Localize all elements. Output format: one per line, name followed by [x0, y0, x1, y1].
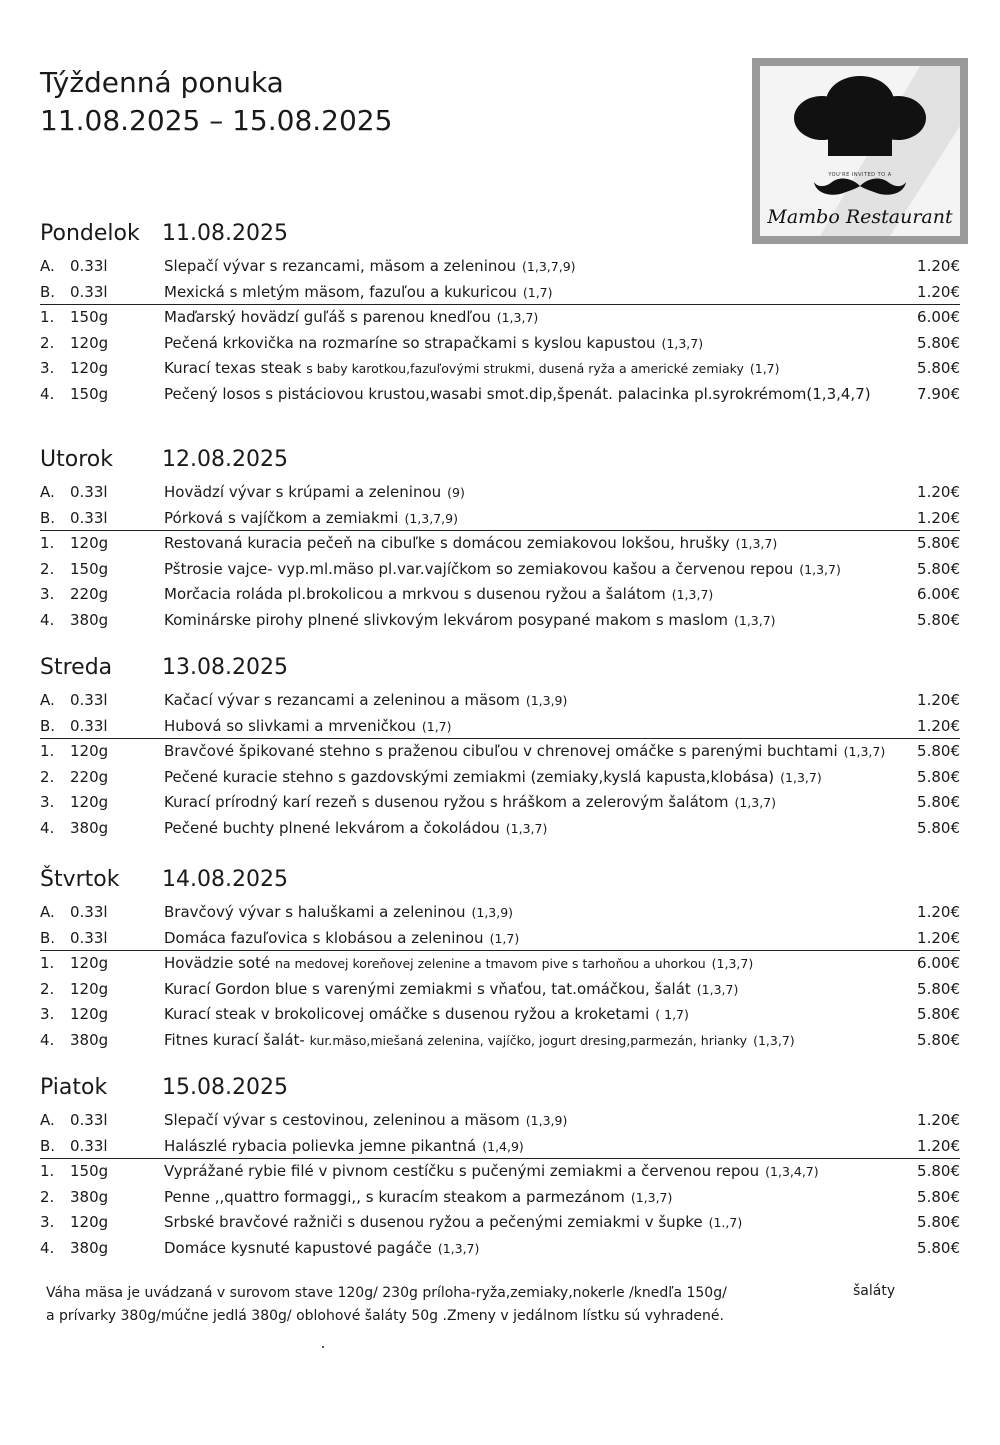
menu-item [40, 506, 960, 532]
menu-item [40, 1002, 960, 1028]
item-description [164, 1134, 524, 1159]
item-allergens: (1,3,7) [437, 1240, 480, 1256]
item-description [164, 765, 822, 790]
menu-item [40, 900, 960, 926]
item-price: 1.20€ [917, 508, 960, 527]
item-name: Slepačí vývar s cestovinou, zeleninou a mäsom [164, 1111, 520, 1129]
item-description [164, 816, 547, 841]
logo-name: Mambo Restaurant [767, 206, 953, 228]
footer-line-1: Váha mäsa je uvádzaná v surovom stave 120g/ 230g príloha-ryža,zemiaky,nokerle /knedľa 150g/ [46, 1285, 727, 1301]
item-allergens: (1,3,7) [843, 744, 886, 759]
item-description [164, 557, 841, 582]
item-price: 5.80€ [917, 1213, 960, 1231]
item-quantity: 120g [70, 793, 109, 811]
item-label: 3. [40, 1005, 55, 1023]
item-name: Vyprážané rybie filé v pivnom cestíčku s pučenými zemiakmi a červenou repou [164, 1162, 760, 1180]
day-header [40, 860, 960, 900]
item-allergens: (1,3,7) [780, 769, 822, 785]
page-title [40, 64, 392, 140]
day-header [40, 214, 960, 254]
item-quantity: 120g [70, 534, 109, 552]
item-name: Kurací prírodný karí rezeň s dusenou ryžou s hráškom a zelerovým šalátom [164, 793, 729, 811]
menu-item [40, 331, 960, 357]
day-date: 11.08.2025 [162, 221, 288, 246]
item-name: Mexická s mletým mäsom, fazuľou a kukuricou [164, 282, 517, 301]
item-name: Bravčový vývar s haluškami a zeleninou [164, 903, 466, 921]
day-name: Pondelok [40, 221, 140, 246]
item-label: B. [40, 716, 56, 735]
item-quantity: 220g [70, 585, 109, 603]
item-name: Pečený losos s pistáciovou krustou,wasabi smot.dip,špenát. palacinka pl.syrokrémom(1,3,4,7) [164, 384, 871, 403]
item-allergens: (1,3,7) [671, 587, 714, 602]
item-description [164, 739, 885, 764]
item-price: 5.80€ [917, 610, 960, 629]
item-price: 1.20€ [917, 691, 960, 709]
item-name: Pštrosie vajce- vyp.ml.mäso pl.var.vajíčkom so zemiakovou kašou a červenou repou [164, 559, 794, 578]
item-price: 5.80€ [917, 534, 960, 552]
item-label: 1. [40, 534, 55, 552]
item-allergens: (1,7) [421, 718, 452, 734]
item-label: 2. [40, 1187, 55, 1206]
item-allergens: (1,4,9) [482, 1138, 524, 1154]
menu-item [40, 557, 960, 583]
day-section-2 [40, 648, 960, 841]
item-quantity: 0.33l [70, 257, 108, 275]
menu-item [40, 977, 960, 1003]
item-label: 1. [40, 742, 55, 760]
item-quantity: 220g [70, 767, 109, 786]
item-name: Restovaná kuracia pečeň na cibuľke s domácou zemiakovou lokšou, hrušky [164, 534, 730, 552]
item-allergens: (1,3,7,9) [404, 510, 458, 526]
day-name: Štvrtok [40, 867, 120, 892]
item-quantity: 380g [70, 610, 109, 629]
item-name: Pečené buchty plnené lekvárom a čokoládou [164, 818, 500, 837]
item-description [164, 382, 871, 407]
menu-item [40, 582, 960, 608]
menu-item [40, 1185, 960, 1211]
item-description [164, 790, 776, 815]
item-quantity: 0.33l [70, 903, 108, 921]
menu-item [40, 926, 960, 952]
day-date: 12.08.2025 [162, 447, 288, 472]
item-price: 1.20€ [917, 1111, 960, 1129]
item-label: 1. [40, 1162, 55, 1180]
item-name: Kominárske pirohy plnené slivkovým lekvárom posypané makom s maslom [164, 610, 728, 629]
item-label: 4. [40, 384, 55, 403]
item-quantity: 0.33l [70, 716, 108, 735]
menu-item [40, 382, 960, 408]
item-description [164, 1210, 742, 1235]
item-quantity: 0.33l [70, 1111, 108, 1129]
item-allergens: (1,3,7) [496, 310, 539, 325]
menu-item [40, 608, 960, 634]
item-quantity: 150g [70, 384, 109, 403]
item-name: Maďarský hovädzí guľáš s parenou knedľou [164, 308, 491, 326]
item-description [164, 1002, 689, 1027]
item-quantity: 380g [70, 1238, 109, 1257]
item-name: Kačací vývar s rezancami a zeleninou a mäsom [164, 691, 520, 709]
item-label: 3. [40, 359, 55, 377]
item-label: A. [40, 483, 55, 501]
item-quantity: 380g [70, 1187, 109, 1206]
item-label: 2. [40, 767, 55, 786]
title-line-2: 11.08.2025 – 15.08.2025 [40, 104, 393, 137]
item-name: Pečená krkovička na rozmaríne so strapačkami s kyslou kapustou [164, 333, 656, 352]
menu-item [40, 816, 960, 842]
item-allergens: (1.,7) [708, 1215, 743, 1230]
item-price: 1.20€ [917, 282, 960, 301]
logo-panel [760, 66, 960, 236]
item-price: 1.20€ [917, 1136, 960, 1155]
item-price: 6.00€ [917, 308, 960, 326]
day-header [40, 440, 960, 480]
item-name: Bravčové špikované stehno s praženou cibuľou v chrenovej omáčke s parenými buchtami [164, 742, 838, 760]
item-price: 5.80€ [917, 742, 960, 760]
footer-line-2: a prívarky 380g/múčne jedlá 380g/ oblohové šaláty 50g .Zmeny v jedálnom lístku sú vyhradené. [46, 1308, 724, 1324]
item-allergens: (1,3,7) [733, 612, 776, 628]
menu-item [40, 280, 960, 306]
day-header [40, 648, 960, 688]
menu-item [40, 688, 960, 714]
menu-item [40, 1210, 960, 1236]
item-name: Kurací steak v brokolicovej omáčke s dusenou ryžou a kroketami [164, 1005, 650, 1023]
day-section-3 [40, 860, 960, 1053]
item-allergens: (1,3,7) [696, 981, 739, 997]
item-allergens: (1,3,9) [525, 1113, 568, 1128]
item-description [164, 900, 513, 925]
day-section-4 [40, 1068, 960, 1261]
item-label: 1. [40, 954, 55, 972]
item-label: 4. [40, 1030, 55, 1049]
item-name: Kurací texas steak [164, 359, 302, 377]
item-label: A. [40, 691, 55, 709]
item-name: Halászlé rybacia polievka jemne pikantná [164, 1136, 477, 1155]
item-price: 5.80€ [917, 818, 960, 837]
item-allergens: (1,3,7,9) [522, 259, 576, 274]
item-allergens: (1,3,7) [753, 1032, 795, 1048]
item-label: B. [40, 282, 56, 301]
item-allergens: (1,3,7) [505, 820, 548, 836]
footer-salaty: šaláty [853, 1283, 896, 1299]
item-name: Penne ,,quattro formaggi,, s kuracím steakom a parmezánom [164, 1187, 625, 1206]
item-allergens: (1,3,7) [735, 536, 778, 551]
item-description [164, 1159, 819, 1184]
menu-item [40, 531, 960, 557]
menu-item [40, 1108, 960, 1134]
item-price: 5.80€ [917, 793, 960, 811]
item-description [164, 582, 713, 607]
item-quantity: 120g [70, 359, 109, 377]
item-quantity: 380g [70, 818, 109, 837]
item-description [164, 331, 703, 356]
item-price: 6.00€ [917, 954, 960, 972]
item-detail: s baby karotkou,fazuľovými strukmi, dusená ryža a americké zemiaky [306, 361, 744, 376]
item-allergens: (1,3,9) [471, 905, 514, 920]
menu-item [40, 765, 960, 791]
item-name: Srbské bravčové ražniči s dusenou ryžou a pečenými zemiakmi v šupke [164, 1213, 703, 1231]
item-allergens: (1,3,7) [799, 561, 841, 577]
item-quantity: 120g [70, 979, 109, 998]
item-label: 2. [40, 559, 55, 578]
item-label: A. [40, 903, 55, 921]
item-label: 2. [40, 333, 55, 352]
item-description [164, 356, 780, 381]
item-label: A. [40, 1111, 55, 1129]
item-label: 4. [40, 610, 55, 629]
day-name: Piatok [40, 1075, 108, 1100]
item-description [164, 1236, 479, 1261]
item-allergens: (1,3,4,7) [765, 1164, 819, 1179]
title-line-1: Týždenná ponuka [40, 66, 284, 99]
item-quantity: 0.33l [70, 282, 108, 301]
menu-item [40, 1028, 960, 1054]
item-label: B. [40, 1136, 56, 1155]
item-quantity: 0.33l [70, 483, 108, 501]
item-label: 3. [40, 585, 55, 603]
item-price: 5.80€ [917, 359, 960, 377]
speck [322, 1346, 324, 1348]
item-quantity: 120g [70, 1005, 109, 1023]
item-name: Hovädzí vývar s krúpami a zeleninou [164, 483, 442, 501]
item-price: 5.80€ [917, 979, 960, 998]
day-date: 13.08.2025 [162, 655, 288, 680]
item-label: A. [40, 257, 55, 275]
item-description [164, 951, 753, 976]
item-price: 5.80€ [917, 1005, 960, 1023]
item-price: 5.80€ [917, 1030, 960, 1049]
item-description [164, 1028, 795, 1053]
item-label: 1. [40, 308, 55, 326]
item-name: Hubová so slivkami a mrveničkou [164, 716, 416, 735]
item-description [164, 926, 519, 951]
item-quantity: 0.33l [70, 508, 108, 527]
item-description [164, 688, 567, 713]
item-quantity: 150g [70, 1162, 109, 1180]
day-date: 15.08.2025 [162, 1075, 288, 1100]
item-allergens: ( 1,7) [655, 1007, 689, 1022]
item-name: Morčacia roláda pl.brokolicou a mrkvou s dusenou ryžou a šalátom [164, 585, 666, 603]
item-quantity: 0.33l [70, 691, 108, 709]
logo-tagline: YOU'RE INVITED TO A [828, 172, 892, 178]
menu-item [40, 790, 960, 816]
day-header [40, 1068, 960, 1108]
item-description [164, 977, 738, 1002]
item-label: 4. [40, 818, 55, 837]
menu-item [40, 305, 960, 331]
item-name: Pečené kuracie stehno s gazdovskými zemiakmi (zemiaky,kyslá kapusta,klobása) [164, 767, 775, 786]
item-description [164, 305, 538, 330]
menu-item [40, 1159, 960, 1185]
item-detail: na medovej koreňovej zelenine a tmavom pive s tarhoňou a uhorkou [274, 956, 706, 971]
menu-item [40, 714, 960, 740]
item-allergens: (1,7) [489, 930, 520, 946]
item-price: 1.20€ [917, 257, 960, 275]
item-quantity: 120g [70, 1213, 109, 1231]
menu-item [40, 1134, 960, 1160]
menu-item [40, 951, 960, 977]
item-price: 5.80€ [917, 1238, 960, 1257]
item-price: 1.20€ [917, 903, 960, 921]
item-allergens: (1,7) [749, 361, 780, 376]
item-quantity: 150g [70, 308, 109, 326]
item-allergens: (9) [447, 485, 465, 500]
item-quantity: 120g [70, 742, 109, 760]
item-name: Domáca fazuľovica s klobásou a zeleninou [164, 928, 484, 947]
day-name: Utorok [40, 447, 113, 472]
item-price: 5.80€ [917, 1162, 960, 1180]
item-description [164, 506, 458, 531]
item-quantity: 150g [70, 559, 109, 578]
item-price: 1.20€ [917, 483, 960, 501]
item-price: 6.00€ [917, 585, 960, 603]
day-name: Streda [40, 655, 113, 680]
item-description [164, 480, 465, 505]
item-description [164, 254, 576, 279]
item-description [164, 608, 776, 633]
day-section-1 [40, 440, 960, 633]
item-allergens: (1,3,9) [525, 693, 568, 708]
item-description [164, 1108, 567, 1133]
item-quantity: 120g [70, 333, 109, 352]
item-allergens: (1,7) [522, 284, 553, 300]
item-description [164, 714, 452, 739]
item-price: 5.80€ [917, 1187, 960, 1206]
menu-item [40, 356, 960, 382]
item-name: Slepačí vývar s rezancami, mäsom a zeleninou [164, 257, 517, 275]
item-name: Fitnes kurací šalát- [164, 1030, 305, 1049]
item-allergens: (1,3,7) [734, 795, 777, 810]
item-name: Domáce kysnuté kapustové pagáče [164, 1238, 432, 1257]
item-description [164, 531, 777, 556]
item-allergens: (1,3,7) [711, 956, 754, 971]
item-price: 7.90€ [917, 384, 960, 403]
item-price: 5.80€ [917, 559, 960, 578]
item-quantity: 380g [70, 1030, 109, 1049]
item-label: 2. [40, 979, 55, 998]
item-detail: kur.mäso,miešaná zelenina, vajíčko, jogurt dresing,parmezán, hrianky [309, 1032, 748, 1048]
day-date: 14.08.2025 [162, 867, 288, 892]
item-label: B. [40, 508, 56, 527]
item-allergens: (1,3,7) [630, 1189, 673, 1205]
item-name: Pórková s vajíčkom a zemiakmi [164, 508, 399, 527]
item-allergens: (1,3,7) [661, 335, 704, 351]
menu-item [40, 1236, 960, 1262]
item-name: Hovädzie soté [164, 954, 271, 972]
item-price: 1.20€ [917, 928, 960, 947]
menu-item [40, 254, 960, 280]
menu-item [40, 739, 960, 765]
item-quantity: 0.33l [70, 1136, 108, 1155]
item-label: 3. [40, 793, 55, 811]
item-price: 5.80€ [917, 333, 960, 352]
item-name: Kurací Gordon blue s varenými zemiakmi s vňaťou, tat.omáčkou, šalát [164, 979, 691, 998]
item-price: 1.20€ [917, 716, 960, 735]
day-section-0 [40, 214, 960, 407]
item-label: 3. [40, 1213, 55, 1231]
item-description [164, 280, 553, 305]
item-label: B. [40, 928, 56, 947]
item-description [164, 1185, 672, 1210]
footer-note [46, 1282, 946, 1328]
item-price: 5.80€ [917, 767, 960, 786]
item-label: 4. [40, 1238, 55, 1257]
item-quantity: 120g [70, 954, 109, 972]
menu-item [40, 480, 960, 506]
item-quantity: 0.33l [70, 928, 108, 947]
